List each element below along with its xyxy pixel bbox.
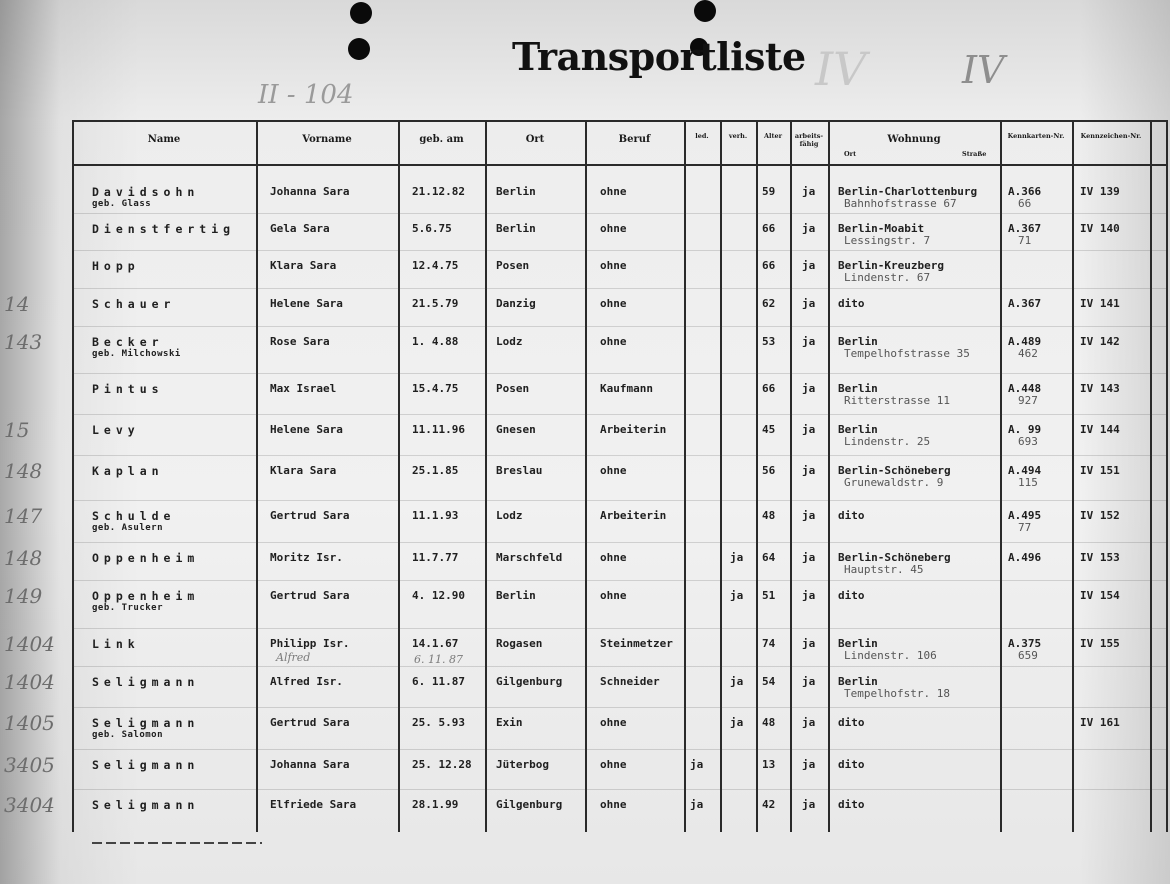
cell-verheiratet: ja — [730, 716, 744, 729]
cell-vorname: Philipp Isr. — [270, 637, 350, 650]
row-rule — [72, 628, 1166, 629]
cell-name: Pintus — [92, 382, 164, 396]
cell-wohnung-strasse: Lindenstr. 106 — [844, 649, 937, 662]
column-rule — [1000, 120, 1002, 832]
cell-name-birth: geb. Trucker — [92, 603, 164, 613]
cell-alter: 51 — [762, 589, 776, 602]
cell-vorname: Max Israel — [270, 382, 337, 395]
cell-kennzeichen: IV 142 — [1080, 335, 1120, 348]
cell-wohnung-strasse: Tempelhofstrasse 35 — [844, 347, 970, 360]
cell-kennkarte: A. 99 — [1008, 423, 1042, 436]
column-rule — [585, 120, 587, 832]
cell-wohnung-strasse: Grunewaldstr. 9 — [844, 476, 944, 489]
cell-wohnung-ort: Berlin-Charlottenburg — [838, 185, 978, 198]
row-rule — [72, 326, 1166, 327]
cell-arbeitsfaehig: ja — [802, 259, 816, 272]
column-rule — [790, 120, 792, 832]
row-rule — [72, 542, 1166, 543]
column-header-ort: Ort — [525, 134, 545, 145]
column-subheader-strasse: Straße — [962, 150, 987, 158]
punch-hole — [348, 38, 370, 60]
row-rule — [72, 580, 1166, 581]
margin-number: 3404 — [4, 793, 55, 817]
column-rule — [1150, 120, 1152, 832]
cell-ort: Breslau — [496, 464, 543, 477]
cell-kennkarte: A.367 — [1008, 297, 1042, 310]
cell-vorname: Klara Sara — [270, 259, 337, 272]
cell-name: Schulde — [92, 509, 176, 523]
cell-geburtsdatum: 14.1.67 — [412, 637, 459, 650]
cell-kennkarte: A.448 — [1008, 382, 1042, 395]
cell-geburtsdatum: 21.12.82 — [412, 185, 465, 198]
cell-arbeitsfaehig: ja — [802, 758, 816, 771]
cell-alter: 54 — [762, 675, 776, 688]
cell-name-birth: geb. Milchowski — [92, 349, 181, 359]
cell-wohnung-ort: Berlin — [838, 423, 878, 436]
cell-alter: 62 — [762, 297, 776, 310]
cell-alter: 66 — [762, 222, 776, 235]
cell-wohnung-ort: dito — [838, 589, 865, 602]
row-rule — [72, 213, 1166, 214]
cell-beruf: ohne — [600, 222, 627, 235]
cell-beruf: Kaufmann — [600, 382, 653, 395]
cell-wohnung-ort: dito — [838, 798, 865, 811]
margin-number: 1404 — [4, 632, 55, 656]
margin-number: 3405 — [4, 753, 55, 777]
cell-kennkarte: A.489 — [1008, 335, 1042, 348]
cell-geburtsdatum: 11.11.96 — [412, 423, 465, 436]
cell-vorname: Helene Sara — [270, 297, 343, 310]
cell-geburtsdatum: 4. 12.90 — [412, 589, 465, 602]
cell-kennzeichen: IV 139 — [1080, 185, 1120, 198]
cell-alter: 64 — [762, 551, 776, 564]
cell-wohnung-ort: Berlin — [838, 675, 878, 688]
cell-arbeitsfaehig: ja — [802, 464, 816, 477]
transport-table — [72, 120, 1166, 832]
cell-ort: Berlin — [496, 589, 536, 602]
column-rule — [1072, 120, 1074, 832]
cell-ort: Gilgenburg — [496, 798, 563, 811]
cell-kennkarte: A.375 — [1008, 637, 1042, 650]
cell-arbeitsfaehig: ja — [802, 716, 816, 729]
cell-name: Becker — [92, 335, 164, 349]
cell-geburtsdatum: 1. 4.88 — [412, 335, 459, 348]
row-rule — [72, 707, 1166, 708]
cell-beruf: ohne — [600, 297, 627, 310]
cell-geburtsdatum: 25. 5.93 — [412, 716, 465, 729]
cell-geburtsdatum: 11.7.77 — [412, 551, 459, 564]
column-header-geb: geb. am — [419, 134, 464, 145]
cell-wohnung-ort: Berlin-Kreuzberg — [838, 259, 944, 272]
cell-ort: Jüterbog — [496, 758, 549, 771]
cell-kennkarte: A.495 — [1008, 509, 1042, 522]
cell-ort: Marschfeld — [496, 551, 563, 564]
cell-wohnung-strasse: Ritterstrasse 11 — [844, 394, 950, 407]
column-rule — [72, 120, 74, 832]
cell-arbeitsfaehig: ja — [802, 335, 816, 348]
cell-arbeitsfaehig: ja — [802, 297, 816, 310]
cell-name: Oppenheim — [92, 551, 200, 565]
cell-name: Levy — [92, 423, 140, 437]
column-header-kennzeichen: Kennzeichen-Nr. — [1080, 132, 1142, 140]
cell-wohnung-ort: dito — [838, 509, 865, 522]
cell-vorname: Helene Sara — [270, 423, 343, 436]
column-rule — [485, 120, 487, 832]
margin-number: 15 — [4, 418, 30, 442]
cell-alter: 74 — [762, 637, 776, 650]
cell-geburtsdatum: 25. 12.28 — [412, 758, 472, 771]
cell-wohnung-strasse: Lindenstr. 67 — [844, 271, 931, 284]
cell-kennkarte: A.367 — [1008, 222, 1042, 235]
footer-line — [92, 842, 262, 844]
cell-kennkarte-sub: 66 — [1018, 197, 1032, 210]
cell-alter: 13 — [762, 758, 776, 771]
cell-kennkarte-sub: 71 — [1018, 234, 1032, 247]
column-header-verh: verh. — [728, 132, 748, 140]
page-title: Transportliste — [512, 34, 806, 79]
cell-arbeitsfaehig: ja — [802, 589, 816, 602]
cell-alter: 59 — [762, 185, 776, 198]
margin-number: 148 — [4, 546, 43, 570]
cell-vorname: Elfriede Sara — [270, 798, 357, 811]
cell-arbeitsfaehig: ja — [802, 798, 816, 811]
cell-ledig: ja — [690, 758, 704, 771]
cell-name: Schauer — [92, 297, 176, 311]
cell-kennzeichen: IV 154 — [1080, 589, 1120, 602]
cell-kennzeichen: IV 152 — [1080, 509, 1120, 522]
cell-geburtsdatum: 15.4.75 — [412, 382, 459, 395]
cell-kennkarte-sub: 659 — [1018, 649, 1038, 662]
cell-name: Link — [92, 637, 140, 651]
cell-wohnung-ort: Berlin-Schöneberg — [838, 551, 951, 564]
cell-alter: 48 — [762, 509, 776, 522]
margin-number: 149 — [4, 584, 43, 608]
column-header-name: Name — [147, 134, 181, 145]
cell-arbeitsfaehig: ja — [802, 637, 816, 650]
cell-kennzeichen: IV 141 — [1080, 297, 1120, 310]
cell-beruf: Arbeiterin — [600, 423, 667, 436]
cell-vorname: Gertrud Sara — [270, 589, 350, 602]
cell-ort: Gnesen — [496, 423, 536, 436]
punch-hole — [350, 2, 372, 24]
cell-wohnung-strasse: Lessingstr. 7 — [844, 234, 931, 247]
cell-wohnung-ort: Berlin — [838, 637, 878, 650]
cell-wohnung-ort: Berlin — [838, 382, 878, 395]
cell-geburtsdatum: 11.1.93 — [412, 509, 459, 522]
cell-vorname: Alfred Isr. — [270, 675, 343, 688]
cell-kennzeichen: IV 143 — [1080, 382, 1120, 395]
cell-beruf: ohne — [600, 589, 627, 602]
column-rule — [398, 120, 400, 832]
cell-vorname: Johanna Sara — [270, 758, 350, 771]
column-header-kennkarte: Kennkarten-Nr. — [1007, 132, 1065, 140]
cell-wohnung-strasse: Hauptstr. 45 — [844, 563, 924, 576]
cell-kennzeichen: IV 155 — [1080, 637, 1120, 650]
cell-kennzeichen: IV 151 — [1080, 464, 1120, 477]
cell-beruf: ohne — [600, 798, 627, 811]
cell-geburtsdatum: 6. 11.87 — [412, 675, 465, 688]
row-rule — [72, 250, 1166, 251]
cell-arbeitsfaehig: ja — [802, 382, 816, 395]
cell-beruf: Steinmetzer — [600, 637, 673, 650]
cell-vorname: Rose Sara — [270, 335, 330, 348]
cell-name-birth: geb. Asulern — [92, 523, 164, 533]
cell-kennkarte-sub: 77 — [1018, 521, 1032, 534]
header-rule — [72, 120, 1166, 122]
column-header-beruf: Beruf — [618, 134, 651, 145]
cell-name: Kaplan — [92, 464, 164, 478]
cell-alter: 66 — [762, 259, 776, 272]
row-rule — [72, 500, 1166, 501]
cell-name: Dienstfertig — [92, 222, 236, 236]
cell-kennzeichen: IV 153 — [1080, 551, 1120, 564]
column-rule — [828, 120, 830, 832]
row-rule — [72, 414, 1166, 415]
cell-kennzeichen: IV 144 — [1080, 423, 1120, 436]
cell-kennkarte: A.494 — [1008, 464, 1042, 477]
handwritten-geburtsdatum: 6. 11. 87 — [414, 653, 463, 666]
column-rule — [1166, 120, 1168, 832]
cell-wohnung-ort: dito — [838, 758, 865, 771]
cell-wohnung-strasse: Bahnhofstrasse 67 — [844, 197, 957, 210]
cell-ort: Berlin — [496, 185, 536, 198]
cell-vorname: Gertrud Sara — [270, 509, 350, 522]
roman-mark: IV — [815, 42, 867, 96]
cell-beruf: ohne — [600, 335, 627, 348]
margin-number: 14 — [4, 292, 30, 316]
cell-kennkarte-sub: 115 — [1018, 476, 1038, 489]
cell-ort: Danzig — [496, 297, 536, 310]
cell-kennkarte: A.496 — [1008, 551, 1042, 564]
column-subheader-ort: Ort — [844, 150, 857, 158]
cell-geburtsdatum: 25.1.85 — [412, 464, 459, 477]
cell-name-birth: geb. Glass — [92, 199, 152, 209]
cell-name: Seligmann — [92, 798, 200, 812]
cell-ort: Lodz — [496, 509, 523, 522]
cell-name: Seligmann — [92, 675, 200, 689]
column-header-vorname: Vorname — [302, 134, 352, 145]
cell-verheiratet: ja — [730, 551, 744, 564]
cell-alter: 42 — [762, 798, 776, 811]
margin-number: 1404 — [4, 670, 55, 694]
cell-wohnung-ort: Berlin-Schöneberg — [838, 464, 951, 477]
column-header-wohnung: Wohnung — [887, 134, 941, 145]
row-rule — [72, 288, 1166, 289]
cell-vorname: Gertrud Sara — [270, 716, 350, 729]
cell-vorname: Klara Sara — [270, 464, 337, 477]
cell-vorname: Johanna Sara — [270, 185, 350, 198]
margin-number: 1405 — [4, 711, 55, 735]
top-left-note: II - 104 — [258, 80, 354, 110]
column-rule — [684, 120, 686, 832]
column-rule — [256, 120, 258, 832]
roman-mark: IV — [962, 48, 1005, 92]
cell-name: Seligmann — [92, 716, 200, 730]
cell-ort: Posen — [496, 382, 530, 395]
column-header-arbeit: arbeits-fähig — [794, 132, 824, 148]
cell-verheiratet: ja — [730, 589, 744, 602]
cell-alter: 66 — [762, 382, 776, 395]
cell-name-birth: geb. Salomon — [92, 730, 164, 740]
cell-wohnung-ort: Berlin-Moabit — [838, 222, 925, 235]
cell-wohnung-strasse: Tempelhofstr. 18 — [844, 687, 950, 700]
cell-arbeitsfaehig: ja — [802, 423, 816, 436]
cell-kennkarte: A.366 — [1008, 185, 1042, 198]
cell-kennkarte-sub: 927 — [1018, 394, 1038, 407]
cell-ort: Berlin — [496, 222, 536, 235]
cell-arbeitsfaehig: ja — [802, 185, 816, 198]
cell-ledig: ja — [690, 798, 704, 811]
cell-ort: Rogasen — [496, 637, 543, 650]
row-rule — [72, 749, 1166, 750]
header-rule — [72, 164, 1166, 166]
cell-beruf: ohne — [600, 259, 627, 272]
cell-kennkarte-sub: 693 — [1018, 435, 1038, 448]
cell-ort: Lodz — [496, 335, 523, 348]
cell-kennzeichen: IV 140 — [1080, 222, 1120, 235]
cell-ort: Gilgenburg — [496, 675, 563, 688]
cell-geburtsdatum: 12.4.75 — [412, 259, 459, 272]
cell-alter: 53 — [762, 335, 776, 348]
cell-vorname: Gela Sara — [270, 222, 330, 235]
column-rule — [756, 120, 758, 832]
cell-alter: 56 — [762, 464, 776, 477]
column-header-alter: Alter — [763, 132, 783, 140]
cell-beruf: Schneider — [600, 675, 660, 688]
row-rule — [72, 373, 1166, 374]
cell-ort: Exin — [496, 716, 523, 729]
cell-beruf: ohne — [600, 185, 627, 198]
margin-number: 148 — [4, 459, 43, 483]
column-header-ledig: led. — [695, 132, 709, 140]
cell-arbeitsfaehig: ja — [802, 551, 816, 564]
cell-name: Davidsohn — [92, 185, 200, 199]
cell-name: Seligmann — [92, 758, 200, 772]
cell-kennkarte-sub: 462 — [1018, 347, 1038, 360]
cell-geburtsdatum: 21.5.79 — [412, 297, 459, 310]
cell-wohnung-ort: dito — [838, 297, 865, 310]
cell-alter: 45 — [762, 423, 776, 436]
margin-number: 143 — [4, 330, 43, 354]
cell-arbeitsfaehig: ja — [802, 509, 816, 522]
handwritten-vorname: Alfred — [276, 651, 311, 664]
cell-arbeitsfaehig: ja — [802, 675, 816, 688]
margin-number: 147 — [4, 504, 43, 528]
cell-beruf: ohne — [600, 464, 627, 477]
cell-geburtsdatum: 28.1.99 — [412, 798, 459, 811]
cell-beruf: ohne — [600, 551, 627, 564]
row-rule — [72, 789, 1166, 790]
row-rule — [72, 455, 1166, 456]
column-rule — [720, 120, 722, 832]
cell-beruf: Arbeiterin — [600, 509, 667, 522]
cell-kennzeichen: IV 161 — [1080, 716, 1120, 729]
punch-hole — [694, 0, 716, 22]
cell-name: Hopp — [92, 259, 140, 273]
cell-name: Oppenheim — [92, 589, 200, 603]
cell-alter: 48 — [762, 716, 776, 729]
cell-beruf: ohne — [600, 758, 627, 771]
cell-geburtsdatum: 5.6.75 — [412, 222, 452, 235]
cell-ort: Posen — [496, 259, 530, 272]
cell-verheiratet: ja — [730, 675, 744, 688]
cell-vorname: Moritz Isr. — [270, 551, 343, 564]
cell-wohnung-strasse: Lindenstr. 25 — [844, 435, 931, 448]
cell-wohnung-ort: Berlin — [838, 335, 878, 348]
cell-wohnung-ort: dito — [838, 716, 865, 729]
row-rule — [72, 666, 1166, 667]
cell-arbeitsfaehig: ja — [802, 222, 816, 235]
cell-beruf: ohne — [600, 716, 627, 729]
